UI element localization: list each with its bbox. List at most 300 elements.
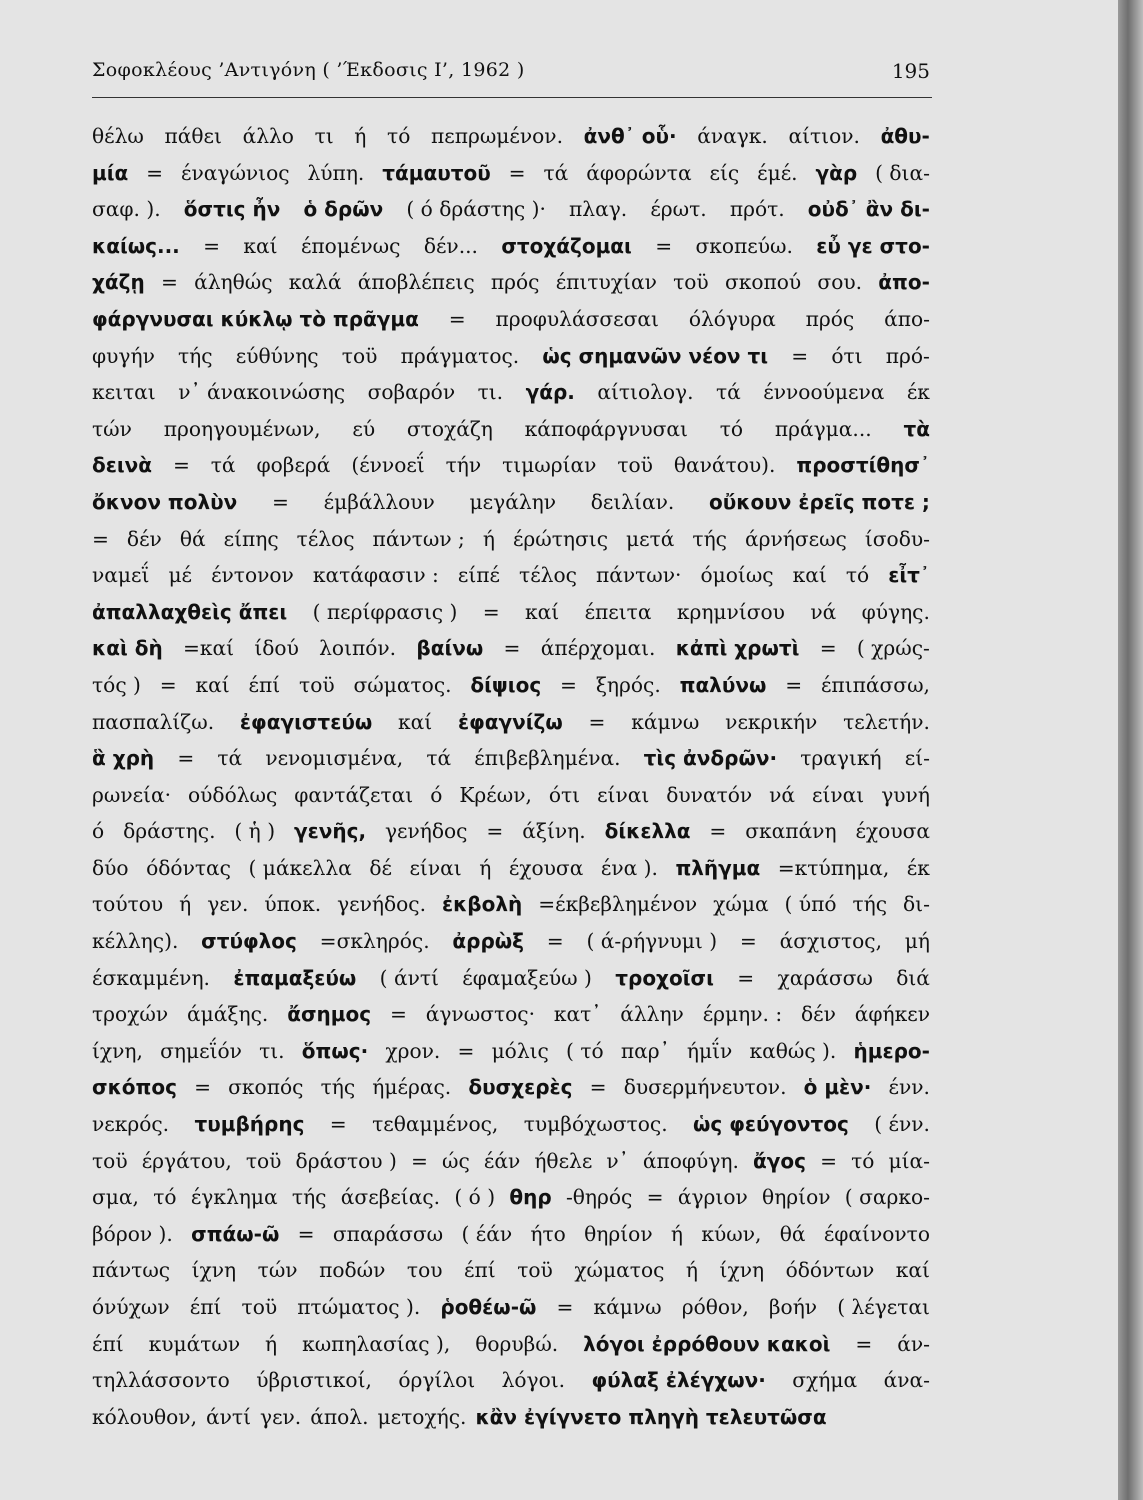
lemma-term: δεινὰ [92,453,153,478]
gloss-word: κάμνω [593,1295,662,1319]
gloss-word: = [655,233,673,258]
commentary-text [92,124,930,1441]
lemma-term: γάρ. [525,380,575,405]
gloss-word: αίτιον. [788,124,860,148]
text-line [92,344,930,381]
lemma-term: ἐπαμαξεύω [233,965,357,990]
gloss-word: θέλω [92,124,144,148]
gloss-word: νενομισμένα, [265,746,404,771]
gloss-word: = [159,672,177,697]
lemma-term: τὰ [903,416,930,441]
text-line [92,380,930,417]
gloss-word: ό [430,782,443,807]
gloss-word: άλλην [620,1002,684,1027]
gloss-word: τέλος [296,526,355,551]
text-line [92,1222,930,1259]
gloss-word: χώματος [574,1258,665,1283]
gloss-word: άφορώντα [586,160,692,185]
gloss-word: τι. [259,1038,285,1063]
gloss-word: καί [243,233,278,258]
gloss-word: τών [257,1258,298,1283]
gloss-word: ( μάκελλα [248,855,352,880]
gloss-word: καί [895,1258,930,1283]
gloss-word: ύποκ. [264,892,322,917]
text-line [92,819,930,856]
text-line [92,966,930,1003]
gloss-word: κάποφάργνυσαι [524,416,688,441]
gloss-word: ίχνη, [92,1038,143,1063]
gloss-word: τέλος [519,563,577,588]
lemma-term: χάζῃ [92,270,145,295]
gloss-word: = [177,746,195,771]
running-head [92,55,932,98]
gloss-word: πεπρωμένον. [430,124,564,148]
gloss-word: άγριον [677,1185,748,1210]
gloss-word: κάμνω [631,709,700,734]
gloss-word: καί [398,709,433,734]
gloss-word: σαφ. ). [92,197,161,222]
gloss-word: πράγμα... [774,416,872,441]
gloss-word: τοϋ [299,672,335,697]
gloss-word: θανάτου). [673,453,776,478]
gloss-word: ότι [548,782,581,807]
gloss-word: όδόντας [146,855,231,880]
lemma-term: παλύνω [679,672,767,697]
gloss-word: τά [210,453,236,478]
gloss-word: ίχνη [719,1258,765,1283]
gloss-word: = [646,1185,664,1210]
gloss-word: σοβαρόν [367,380,456,405]
gloss-word: πάντως [92,1258,171,1283]
gloss-word: έπομένως [300,233,401,258]
gloss-word: χρον. [385,1038,441,1063]
gloss-word: γενήδος. [337,892,426,917]
gloss-word: ύβριστικοί, [256,1368,372,1393]
text-line [92,600,930,637]
gloss-word: ίχνη [191,1258,237,1283]
gloss-word: θά [179,526,206,551]
gloss-word: έπιπάσσω, [820,672,930,697]
gloss-word: ή [670,1221,684,1246]
lemma-term: κἂν ἐγίγνετο πληγὴ τελευτῶσα [475,1404,827,1429]
gloss-word: = [560,672,577,697]
gloss-word: λοιπόν. [319,636,397,661]
lemma-term: καίως... [92,233,180,258]
page-number: 195 [891,59,930,83]
text-line [92,1075,930,1112]
lemma-term: ὁ δρῶν [303,197,384,222]
lemma-term: στοχάζομαι [501,233,632,258]
lemma-term: φάργνυσαι κύκλῳ τὸ πρᾶγμα [92,306,419,331]
gloss-word: = [546,929,564,954]
gloss-word: ρόθον, [681,1295,749,1319]
lemma-term: βαίνω [416,636,484,661]
text-line [92,453,930,490]
gloss-word: δράστης. [123,819,216,844]
lemma-term: ὅπως· [301,1038,369,1063]
lemma-term: πλῆγμα [675,855,761,880]
gloss-word: φυγήν [92,343,155,368]
gloss-word: εύ [352,416,376,441]
lemma-term: ἀρρὼξ [452,929,524,954]
gloss-word: μία- [888,1148,930,1173]
gloss-word: ( ό δράστης )· [406,197,546,222]
gloss-word: =έκβεβλημένον [538,892,698,917]
gloss-word: γενήδος [384,819,468,844]
lemma-term: ἃ χρὴ [92,746,155,771]
gloss-word: δειλίαν. [590,489,675,514]
gloss-word: κατάφασιν : [312,563,439,588]
text-line [92,124,930,161]
gloss-word: ναμεΐ [92,563,150,588]
gloss-word: τοϋ [92,1148,128,1173]
gloss-word: σκοπού [724,270,802,295]
lemma-term: σπάω-ῶ [191,1221,280,1246]
gloss-word: τό [719,416,744,441]
lemma-term: ῥοθέω-ῶ [440,1295,537,1319]
gloss-word: τής [320,1075,356,1100]
gloss-word: όργίλοι [398,1368,476,1393]
gloss-word: άλλο [242,124,294,148]
gloss-word: άληθώς [194,270,273,295]
gloss-word: ποδών [319,1258,386,1283]
gloss-word: τών [92,416,132,441]
gloss-word: διά [896,965,930,990]
gloss-word: πτώματος ). [297,1295,421,1319]
gloss-word: έκ [906,380,930,405]
gloss-word: δέ [369,855,392,880]
gloss-word: άπο- [884,306,930,331]
gloss-word: έχουσα [508,855,584,880]
lemma-term: κἀπὶ χρωτὶ [675,636,800,661]
gloss-word: άνα- [883,1368,930,1393]
gloss-word: είς [709,160,740,185]
text-line [92,527,930,564]
gloss-word: άσεβείας. [340,1185,441,1210]
gloss-word: κέλλης). [92,929,179,954]
gloss-word: = [739,929,757,954]
gloss-word: τός ) [92,672,141,697]
gloss-word: άπέρχομαι. [540,636,656,661]
gloss-word: ν᾽ [606,1148,629,1173]
gloss-word: είπης [223,526,279,551]
gloss-word: ή [179,892,192,917]
gloss-word: πρός [805,306,855,331]
gloss-word: στοχάζη [406,416,493,441]
gloss-word: = [203,233,221,258]
gloss-word: άμάξης. [187,1002,269,1027]
text-line [92,673,930,710]
gloss-word: τό [845,563,870,588]
gloss-word: ούδόλως [188,782,278,807]
gloss-word: ( άντί [379,965,439,990]
gloss-word: = [508,160,526,185]
gloss-word: έρώτησις [512,526,609,551]
gloss-word: = [737,965,755,990]
gloss-word: άξίνη. [522,819,586,844]
gloss-word: ( περίφρασις ) [312,599,458,624]
gloss-word: ρωνεία· [92,782,172,807]
gloss-word: τά [426,746,452,771]
gloss-word: = [329,1112,347,1137]
gloss-word: ( ένν. [874,1112,930,1137]
gloss-word: μεγάλην [469,489,556,514]
gloss-word: ότι [831,343,863,368]
gloss-word: δέν... [423,233,478,258]
gloss-word: έπί [92,1331,124,1356]
gloss-word: φαντάζεται [294,782,414,807]
lemma-term: δίψιος [470,672,542,697]
gloss-word: έναγώνιος [181,160,290,185]
gloss-word: ( ά-ρήγνυμι ) [586,929,718,954]
lemma-term: οὔκουν ἐρεῖς ποτε ; [709,489,930,514]
gloss-word: ( ό ) [454,1185,496,1210]
gloss-word: άντί [206,1404,251,1429]
gloss-word: άρνήσεως [744,526,847,551]
gloss-word: εύθύνης [235,343,319,368]
gloss-word: τιμωρίαν [502,453,597,478]
gloss-word: προφυλάσσεσαι [495,306,659,331]
gloss-word: ή [265,1331,278,1356]
gloss-word: τροχών [92,1002,169,1027]
gloss-word: = [172,453,190,478]
gloss-word: άγνωστος· [425,1002,535,1027]
text-line [92,417,930,454]
gloss-word: γεν. [260,1404,302,1429]
text-line [92,1039,930,1076]
gloss-word: ή [685,1258,699,1283]
gloss-word: έπί [248,672,281,697]
gloss-word: λύπη. [307,160,365,185]
gloss-word: άσχιστος, [779,929,882,954]
gloss-word: ( χρώς- [856,636,930,661]
gloss-word: σκαπάνη [745,819,837,844]
gloss-word: κυμάτων [148,1331,241,1356]
gloss-word: εί- [904,746,930,771]
gloss-word: κόλουθον, [92,1404,197,1429]
gloss-word: μή [904,929,930,954]
gloss-word: ( λέγεται [837,1295,930,1319]
lemma-term: εὖ γε στο- [816,233,930,258]
lemma-term: τυμβήρης [194,1112,305,1137]
text-line [92,197,930,234]
gloss-word: σκοπεύω. [695,233,793,258]
gloss-word: = [855,1331,873,1356]
gloss-word: νεκρός. [92,1112,170,1137]
text-line [92,234,930,271]
gloss-word: τραγική [800,746,882,771]
gloss-word: παρ᾽ [620,1038,670,1063]
gloss-word: ( ύπό [784,892,837,917]
gloss-word: ένα ). [600,855,658,880]
gloss-word: = [709,819,727,844]
gloss-word: βοήν [768,1295,818,1319]
text-line [92,1405,930,1442]
gloss-word: πρότ. [729,197,785,222]
gloss-word: νεκρικήν [725,709,818,734]
gloss-word: τό [387,124,411,148]
lemma-term: τροχοῖσι [615,965,714,990]
text-line [92,1332,930,1369]
gloss-word: σκοπός [228,1075,304,1100]
gloss-word: πρός [490,270,540,295]
gloss-word: ήμΐν [686,1038,733,1063]
text-line [92,1112,930,1149]
text-line [92,1002,930,1039]
lemma-term: οὐδ᾽ ἂν δι- [807,197,930,222]
gloss-word: κρημνίσου [676,599,785,624]
lemma-term: ὡς σημανῶν νέον τι [542,343,769,368]
gloss-word: λόγοι. [501,1368,566,1393]
gloss-word: χαράσσω [777,965,873,990]
gloss-word: ξηρός. [595,672,661,697]
gloss-word: τυμβόχωστος. [523,1112,668,1137]
gloss-word: τοϋ [617,453,653,478]
gloss-word: όμοίως [700,563,774,588]
gloss-word: χώμα [713,892,769,917]
text-line [92,1149,930,1186]
gloss-word: πράγματος. [400,343,520,368]
gloss-word: θηρίον [762,1185,831,1210]
gloss-word: έφαίνοντο [823,1221,930,1246]
gloss-word: τό [153,1185,177,1210]
lemma-term: γενῆς, [293,819,367,844]
gloss-word: = [791,343,809,368]
text-line [92,1258,930,1295]
gloss-word: (έννοεΐ [351,453,425,478]
gloss-word: ή [482,526,495,551]
gloss-word: άπολ. [310,1404,369,1429]
gloss-word: πασπαλίζω. [92,709,215,734]
gloss-word: άναγκ. [697,124,768,148]
gloss-word: πάντων· [595,563,682,588]
text-line [92,1295,930,1332]
gloss-word: = [785,672,803,697]
gloss-word: = [457,1038,475,1063]
gloss-word: = [448,306,466,331]
gloss-word: μόλις [491,1038,549,1063]
gloss-word: τούτου [92,892,164,917]
gloss-word: βόρον ). [92,1221,173,1246]
page-edge [1118,0,1143,1500]
lemma-term: ἡμερο- [853,1038,930,1063]
gloss-word: έκ [906,855,930,880]
gloss-word: σμα, [92,1185,139,1210]
running-title: Σοφοκλέους ’Αντιγόνη ( ’Έκδοσις Ι’, 1962 ) [92,59,525,81]
gloss-word: δράστου ) [295,1148,397,1173]
lemma-term: ἀθυ- [880,124,930,148]
gloss-word: καί [792,563,827,588]
gloss-word: έρωτ. [650,197,707,222]
gloss-word: έάν [483,1148,521,1173]
gloss-word: = [160,270,178,295]
gloss-word: σου. [817,270,863,295]
text-line [92,490,930,527]
text-line [92,892,930,929]
gloss-word: τελετήν. [843,709,930,734]
gloss-word: τεθαμμένος, [372,1112,499,1137]
text-line [92,161,930,198]
gloss-word: = [410,1148,428,1173]
gloss-word: ( δια- [875,160,930,185]
lemma-term: στύφλος [201,929,297,954]
lemma-term: λόγοι ἐρρόθουν κακοὶ [583,1331,831,1356]
gloss-word: ήμέρας. [372,1075,452,1100]
text-line [92,307,930,344]
gloss-word: αίτιολογ. [597,380,694,405]
lemma-term: τάμαυτοῦ [382,160,491,185]
gloss-word: ίσοδυ- [864,526,930,551]
gloss-word: δι- [903,892,930,917]
gloss-word: έπειτα [584,599,652,624]
gloss-word: σχήμα [792,1368,858,1393]
gloss-word: του [406,1258,443,1283]
gloss-word: ό [92,819,105,844]
text-line [92,929,930,966]
gloss-word: = [271,489,289,514]
gloss-word: τοϋ [673,270,709,295]
gloss-word: πάθει [164,124,222,148]
gloss-word: δυσερμήνευτον. [623,1075,787,1100]
gloss-word: έφαμαξεύω ) [462,965,592,990]
lemma-term: μία [92,160,129,185]
lemma-term: γὰρ [815,160,858,185]
gloss-word: όνύχων [92,1295,170,1319]
lemma-term: ἄσημος [287,1002,372,1027]
gloss-word: τοϋ [241,1295,278,1319]
gloss-word: = [503,636,521,661]
gloss-word: έντονον [211,563,294,588]
gloss-word: προηγουμένων, [163,416,321,441]
gloss-word: έχουσα [855,819,930,844]
lemma-term: ἐφαγιστεύω [239,709,373,734]
gloss-word: -θηρός [565,1185,633,1210]
gloss-word: έσκαμμένη. [92,965,210,990]
gloss-word: κατ᾽ [553,1002,602,1027]
gloss-word: μέ [168,563,193,588]
lemma-term: ὄκνον πολὺν [92,489,238,514]
gloss-word: = [556,1295,574,1319]
gloss-word: ν᾽ άνακοινώσης [178,380,346,405]
gloss-word: τι [314,124,334,148]
lemma-term: ὁ μὲν· [803,1075,872,1100]
gloss-word: καί [195,672,230,697]
gloss-word: είναι [597,782,650,807]
gloss-word: θά [779,1221,806,1246]
gloss-word: Κρέων, [459,782,532,807]
gloss-word: σώματος. [353,672,452,697]
lemma-term: προστίθησ᾽ [796,453,930,478]
lemma-term: ἐκβολὴ [441,892,523,917]
gloss-word: τι. [477,380,504,405]
gloss-word: τής [178,343,213,368]
gloss-word: δύο [92,855,129,880]
gloss-word: καί [525,599,560,624]
gloss-word: είναι [812,782,865,807]
lemma-term: τὶς ἀνδρῶν· [643,746,778,771]
gloss-word: τηλλάσσοντο [92,1368,230,1393]
gloss-word: σπαράσσω [332,1221,444,1246]
gloss-word: έμβάλλουν [323,489,435,514]
gloss-word: ώς [441,1148,470,1173]
gloss-word: = [482,599,500,624]
gloss-word: τοϋ [245,1148,282,1173]
gloss-word: ήτο [530,1221,566,1246]
gloss-word: ένν. [888,1075,930,1100]
gloss-word: έρμην. : [702,1002,783,1027]
gloss-word: πλαγ. [569,197,628,222]
gloss-word: καθώς ). [749,1038,837,1063]
